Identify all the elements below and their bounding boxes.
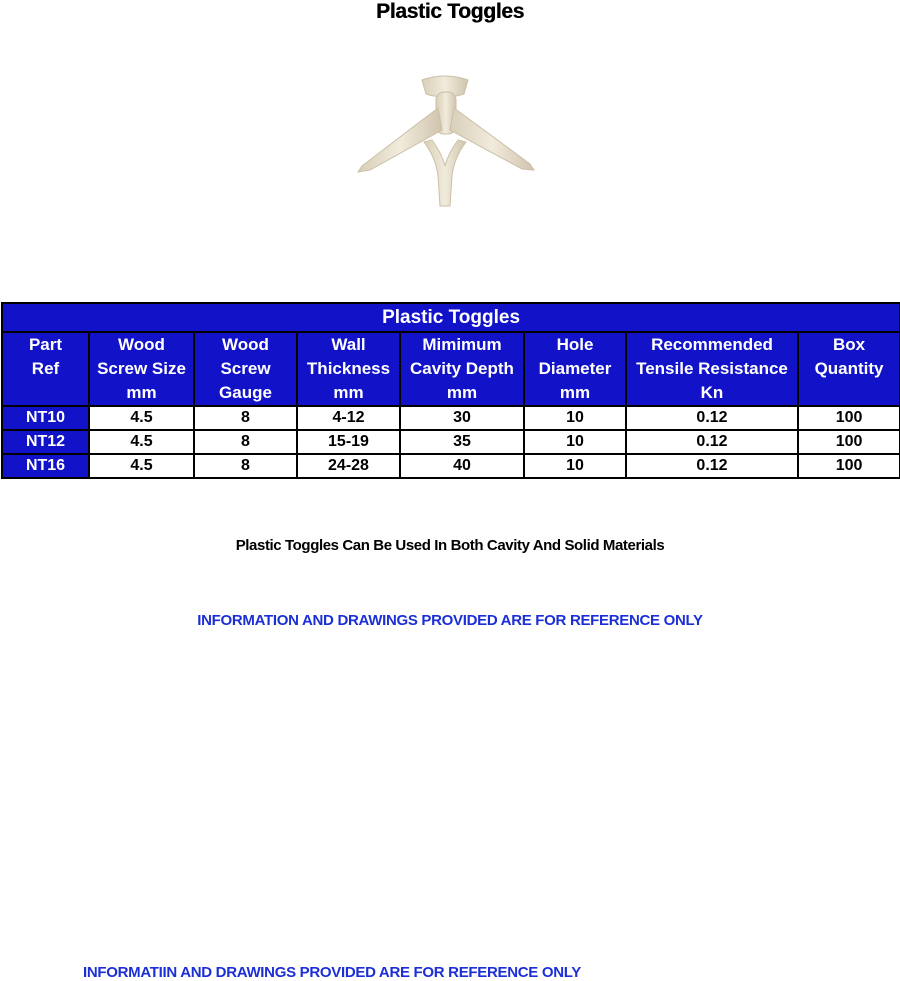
table-cell: 10 (524, 406, 626, 430)
column-header-line: mm (333, 383, 364, 402)
column-header-line: Ref (31, 359, 60, 378)
column-header-line: mm (126, 383, 157, 402)
column-header-line: Part (28, 335, 63, 354)
table-cell: 100 (798, 430, 900, 454)
table-cell: 10 (524, 454, 626, 478)
table-cell: 15-19 (297, 430, 400, 454)
table-row (2, 406, 900, 430)
column-header-line: Diameter (538, 359, 612, 378)
table-cell: 0.12 (626, 454, 798, 478)
table-title: Plastic Toggles (2, 303, 900, 332)
reference-disclaimer: INFORMATION AND DRAWINGS PROVIDED ARE FOR REFERENCE ONLY (197, 612, 703, 629)
column-header-line: Gauge (219, 383, 272, 402)
column-header (194, 332, 297, 406)
column-header (524, 332, 626, 406)
column-header (297, 332, 400, 406)
table-cell: 4.5 (89, 406, 194, 430)
table-cell: 8 (194, 454, 297, 478)
column-header (798, 332, 900, 406)
table-cell: 100 (798, 454, 900, 478)
table-cell: 24-28 (297, 454, 400, 478)
part-ref-cell: NT12 (2, 430, 89, 454)
column-header (89, 332, 194, 406)
table-row (2, 430, 900, 454)
table-row (2, 454, 900, 478)
column-header-line: Hole (556, 335, 594, 354)
column-header (400, 332, 524, 406)
column-header-line: Screw (220, 359, 271, 378)
reference-disclaimer-footer: INFORMATIIN AND DRAWINGS PROVIDED ARE FOR REFERENCE ONLY (83, 964, 581, 981)
table-cell: 4.5 (89, 454, 194, 478)
usage-note: Plastic Toggles Can Be Used In Both Cavity And Solid Materials (235, 537, 665, 554)
column-header-line: Wood (118, 335, 165, 354)
column-header (2, 332, 89, 406)
table-cell: 40 (400, 454, 524, 478)
column-header-line: Quantity (814, 359, 884, 378)
page-title: Plastic Toggles (376, 0, 524, 23)
table-cell: 10 (524, 430, 626, 454)
column-header-line: Mimimum (422, 335, 502, 354)
column-header-line: Wall (331, 335, 366, 354)
column-header-line: Kn (700, 383, 724, 402)
table-header-row (2, 332, 900, 406)
column-header (626, 332, 798, 406)
column-header-line: Thickness (306, 359, 391, 378)
part-ref-cell: NT10 (2, 406, 89, 430)
table-cell: 8 (194, 406, 297, 430)
table-cell: 100 (798, 406, 900, 430)
table-cell: 0.12 (626, 430, 798, 454)
column-header-line: mm (559, 383, 591, 402)
column-header-line: Wood (222, 335, 269, 354)
column-header-line: Cavity Depth (410, 359, 514, 378)
spec-table (1, 302, 900, 479)
table-cell: 4.5 (89, 430, 194, 454)
table-cell: 4-12 (297, 406, 400, 430)
column-header-line: Box (832, 335, 866, 354)
table-cell: 0.12 (626, 406, 798, 430)
plastic-toggle-anchor-image (350, 68, 540, 218)
table-body (2, 406, 900, 478)
column-header-line: Tensile Resistance (636, 359, 788, 378)
part-ref-cell: NT16 (2, 454, 89, 478)
table-cell: 8 (194, 430, 297, 454)
column-header-line: mm (446, 383, 478, 402)
table-cell: 30 (400, 406, 524, 430)
table-cell: 35 (400, 430, 524, 454)
column-header-line: Screw Size (97, 359, 186, 378)
column-header-line: Recommended (651, 335, 773, 354)
